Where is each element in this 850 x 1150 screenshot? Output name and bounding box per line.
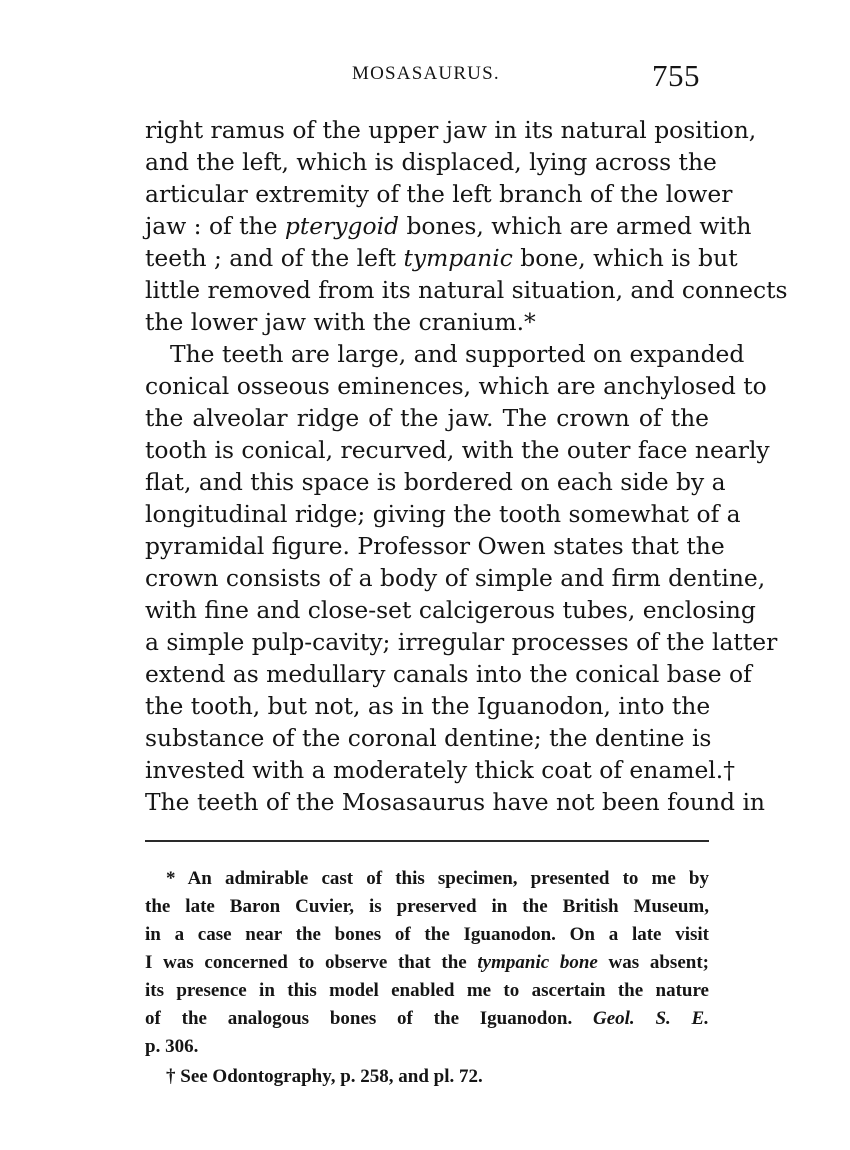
main-text-line: little removed from its natural situation, and connects [145,276,788,304]
main-text-segment: bone, which is but [512,244,738,272]
main-text-italic-term: pterygoid [284,212,400,240]
main-text-line: extend as medullary canals into the conical base of [145,660,752,688]
main-text-italic-term: tympanic [403,244,513,272]
footnote-line [145,1009,709,1028]
main-text-line: flat, and this space is bordered on each side by a [145,468,726,496]
main-text-line: pyramidal figure. Professor Owen states that the [145,532,725,560]
footnote-reference: Geol. S. E. [592,1008,709,1029]
running-title: MOSASAURUS. [352,63,500,84]
main-text-line: the alveolar ridge of the jaw. The crown of the [145,404,709,432]
main-text-line: and the left, which is displaced, lying across the [145,148,717,176]
footnote-line: the late Baron Cuvier, is preserved in the British Museum, [145,896,709,917]
main-text-line: crown consists of a body of simple and firm dentine, [145,564,766,592]
main-text-line: right ramus of the upper jaw in its natural position, [145,116,757,144]
footnote-line: in a case near the bones of the Iguanodon. On a late visit [145,924,709,945]
main-text-segment: bones, which are armed with [399,212,752,240]
footnote-line: p. 306. [145,1036,199,1057]
footnote-separator [145,840,709,842]
main-text-line: with fine and close-set calcigerous tubes, enclosing [145,596,756,624]
footnote-line: * An admirable cast of this specimen, presented to me by [166,868,709,889]
main-text-line: substance of the coronal dentine; the dentine is [145,724,712,752]
main-text-segment: jaw : of the [145,212,285,240]
footnote-segment: was absent; [597,952,709,973]
main-text-line: tooth is conical, recurved, with the outer face nearly [145,436,770,464]
main-text-line: The teeth of the Mosasaurus have not been found in [145,788,765,816]
main-text-line: invested with a moderately thick coat of enamel.† [145,756,735,784]
main-text-line [145,244,738,272]
footnote-italic-term: tympanic bone [477,952,598,973]
footnote-line: its presence in this model enabled me to ascertain the nature [145,980,709,1001]
main-text-line [145,212,752,240]
main-text-line: longitudinal ridge; giving the tooth somewhat of a [145,500,741,528]
main-text-line: the lower jaw with the cranium.* [145,308,536,336]
main-text-line: conical osseous eminences, which are anchylosed to [145,372,767,400]
main-text-line: the tooth, but not, as in the Iguanodon, into the [145,692,711,720]
main-text-line: articular extremity of the left branch of the lower [145,180,733,208]
main-text-line: a simple pulp-cavity; irregular processes of the latter [145,628,778,656]
page-number: 755 [652,58,700,93]
footnote-line [145,953,709,972]
main-text-segment: teeth ; and of the left [145,244,404,272]
footnote-segment: I was concerned to observe that the [145,952,478,973]
footnote-segment: of the analogous bones of the Iguanodon. [145,1008,593,1029]
main-text-line: The teeth are large, and supported on expanded [170,340,745,368]
footnote-line: † See Odontography, p. 258, and pl. 72. [166,1066,483,1087]
